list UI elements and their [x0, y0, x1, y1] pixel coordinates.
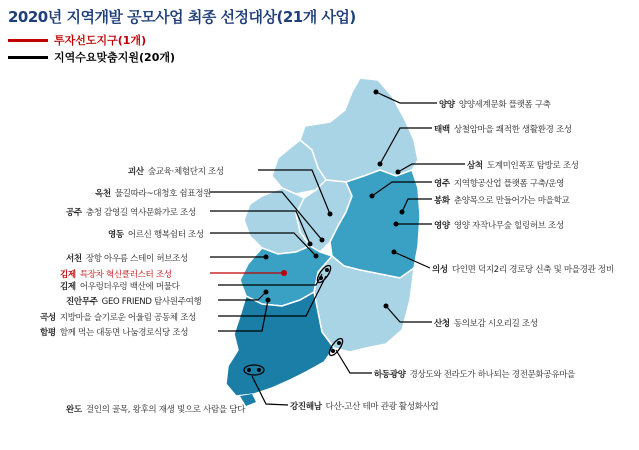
project-label: 강진해남 다산-고산 테마 관광 활성화사업: [290, 402, 439, 412]
project-label: 함평 함께 먹는 대동면 나눔경로식당 조성: [40, 328, 189, 338]
project-label: 하동광양 경상도와 전라도가 하나되는 경전문화공유마을: [374, 370, 576, 380]
project-label: 영양 영양 자작나무숲 힐링허브 조성: [434, 221, 564, 231]
project-label: 완도 걸인의 골목, 왕후의 재생 빛으로 사람을 담다: [66, 405, 246, 415]
investment-zone-marker: [281, 270, 287, 276]
project-label: 의성 다인면 덕지2리 경로당 신축 및 마을경관 정비: [432, 265, 614, 275]
project-label: 양양 양양세계문화 플랫폼 구축: [439, 100, 551, 110]
project-label-investment: 김제 특장차 혁신클러스터 조성: [60, 270, 172, 280]
project-label: 태백 상철암마을 쾌적한 생활환경 조성: [434, 125, 572, 135]
project-label: 영주 지역향공산업 플랫폼 구축/운영: [434, 179, 565, 189]
project-label: 옥천 물길따라~대청호 쉼표정원: [95, 189, 212, 199]
project-label: 괴산 숲교육·체험단지 조성: [128, 167, 224, 177]
project-label: 곡성 지방마을 슬기로운 어울림 공동체 조성: [40, 313, 197, 323]
region-jeonnam: [226, 292, 334, 396]
project-label: 서천 장항 아우름 스테이 허브조성: [66, 254, 188, 264]
project-label: 김제 어우렁더우렁 백산에 머물다: [60, 282, 180, 292]
legend-label: 지역수요맞춤지원(20개): [54, 51, 175, 64]
project-label: 공주 충청 감영길 역사문화가로 조성: [66, 208, 196, 218]
project-label: 산청 동의보감 시오리길 조성: [434, 319, 538, 329]
project-label: 진안무주 GEO FRIEND 탐사원주여행: [66, 297, 202, 307]
project-label: 영동 어르신 행복쉼터 조성: [108, 230, 204, 240]
legend-label: 투자선도지구(1개): [54, 34, 147, 47]
project-label: 삼척 도계미인폭포 탐방로 조성: [467, 161, 579, 171]
project-label: 봉화 춘양목으로 만들어가는 마을학교: [434, 196, 570, 206]
page-title: 2020년 지역개발 공모사업 최종 선정대상(21개 사업): [8, 8, 356, 26]
